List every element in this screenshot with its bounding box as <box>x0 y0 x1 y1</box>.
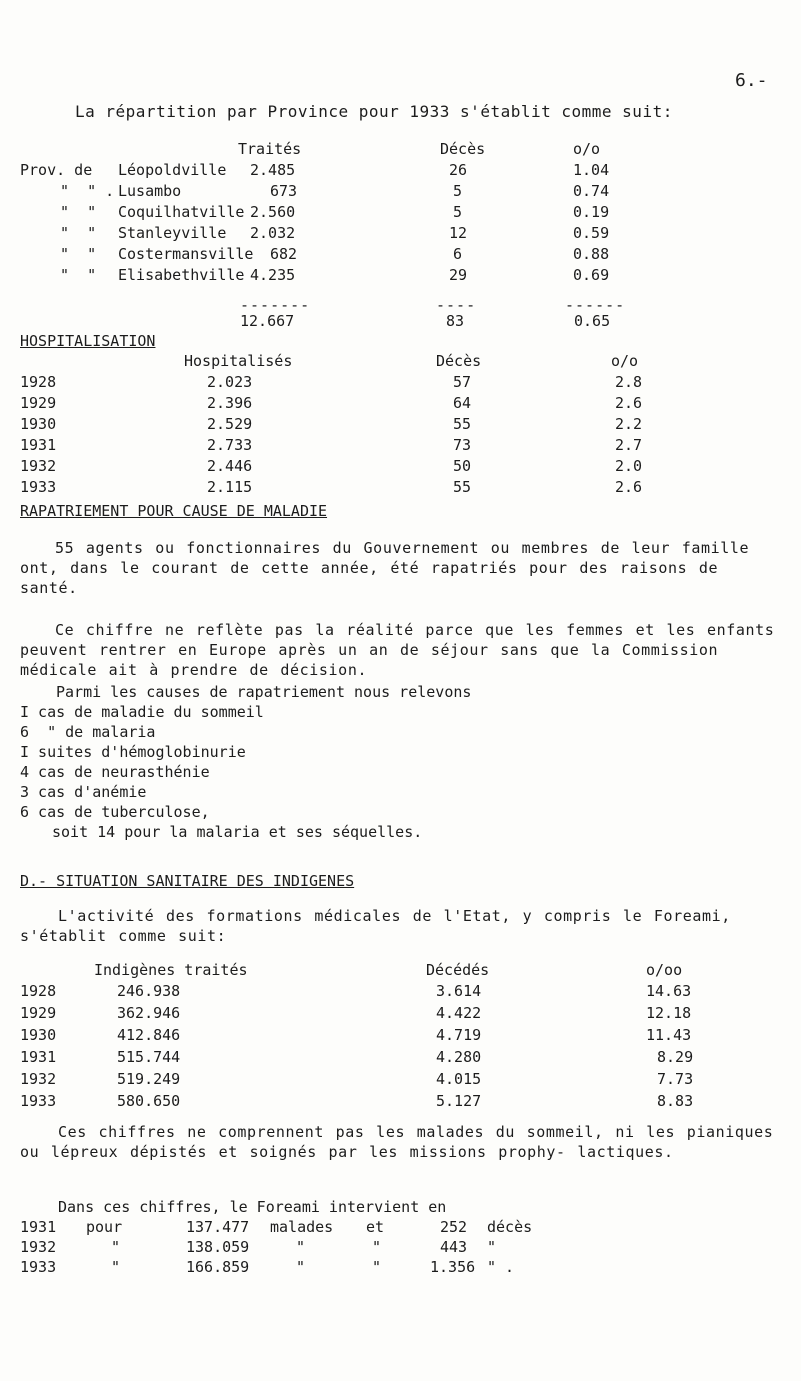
row-year: 1929 <box>20 394 57 412</box>
causes-intro: Parmi les causes de rapatriement nous relevons <box>56 683 472 701</box>
row-pct: 2.6 <box>615 394 643 412</box>
row-hosp: 2.023 <box>207 373 253 391</box>
page-number: 6.- <box>735 70 768 91</box>
total-treated: 12.667 <box>240 312 295 330</box>
row-patients: 138.059 <box>186 1238 250 1256</box>
row-deaths: 50 <box>453 457 472 475</box>
row-treated: 2.485 <box>250 161 296 179</box>
row-year: 1933 <box>20 478 57 496</box>
row-deaths: 5 <box>453 203 463 221</box>
row-pct: 2.0 <box>615 457 643 475</box>
row-deaths: 1.356 <box>430 1258 476 1276</box>
row-treated: 362.946 <box>117 1004 181 1022</box>
row-label: " <box>296 1238 306 1256</box>
row-deaths: 4.015 <box>436 1070 482 1088</box>
separator-treated: ------- <box>240 296 311 314</box>
list-item: 3 cas d'anémie <box>20 783 147 801</box>
row-patients: 166.859 <box>186 1258 250 1276</box>
row-conj: et <box>366 1218 385 1236</box>
row-hosp: 2.396 <box>207 394 253 412</box>
row-year: 1928 <box>20 982 57 1000</box>
separator-deaths: ---- <box>436 296 477 314</box>
row-pct: 11.43 <box>646 1026 692 1044</box>
row-deaths: 55 <box>453 415 472 433</box>
row-hosp: 2.446 <box>207 457 253 475</box>
row-treated: 673 <box>270 182 298 200</box>
row-deaths: 3.614 <box>436 982 482 1000</box>
row-province: Stanleyville <box>118 224 227 242</box>
row-deaths: 55 <box>453 478 472 496</box>
paragraph: Ce chiffre ne reflète pas la réalité parce que les femmes et les enfants peuvent rentrer en Europe après un an de séjour sans que la Commission médicale ait à prendre de décision. <box>20 621 775 679</box>
list-item: 6 " de malaria <box>20 723 156 741</box>
row-treated: 580.650 <box>117 1092 181 1110</box>
row-treated: 519.249 <box>117 1070 181 1088</box>
row-treated: 2.032 <box>250 224 296 242</box>
list-item: 6 cas de tuberculose, <box>20 803 210 821</box>
row-pct: 0.59 <box>573 224 610 242</box>
row-deaths: 5 <box>453 182 463 200</box>
row-year: 1933 <box>20 1258 57 1276</box>
col-header-treated: Indigènes traités <box>94 961 248 979</box>
row-conj: " <box>372 1238 382 1256</box>
row-pct: 14.63 <box>646 982 692 1000</box>
col-header-deaths: Décédés <box>426 961 490 979</box>
row-prefix: Prov. de <box>20 161 93 179</box>
row-word: " <box>111 1258 121 1276</box>
row-deaths: 12 <box>449 224 468 242</box>
row-hosp: 2.115 <box>207 478 253 496</box>
row-year: 1932 <box>20 1238 57 1256</box>
row-deaths-label: " . <box>487 1258 515 1276</box>
row-treated: 2.560 <box>250 203 296 221</box>
row-deaths-label: décès <box>487 1218 533 1236</box>
row-province: Elisabethville <box>118 266 245 284</box>
row-year: 1931 <box>20 1048 57 1066</box>
row-deaths: 4.280 <box>436 1048 482 1066</box>
section-title: D.- SITUATION SANITAIRE DES INDIGENES <box>20 872 355 890</box>
row-year: 1930 <box>20 415 57 433</box>
row-pct: 1.04 <box>573 161 610 179</box>
row-prefix: " " <box>60 224 97 242</box>
row-treated: 4.235 <box>250 266 296 284</box>
row-pct: 2.2 <box>615 415 643 433</box>
col-header-pct: o/o <box>611 352 639 370</box>
row-prefix: " " . <box>60 182 115 200</box>
row-pct: 7.73 <box>657 1070 694 1088</box>
row-pct: 8.29 <box>657 1048 694 1066</box>
col-header-pct: o/oo <box>646 961 683 979</box>
row-year: 1930 <box>20 1026 57 1044</box>
intro-line: La répartition par Province pour 1933 s'établit comme suit: <box>75 102 673 121</box>
row-pct: 2.7 <box>615 436 643 454</box>
row-word: pour <box>86 1218 123 1236</box>
row-deaths: 73 <box>453 436 472 454</box>
row-province: Coquilhatville <box>118 203 245 221</box>
row-deaths: 26 <box>449 161 468 179</box>
row-deaths: 64 <box>453 394 472 412</box>
row-label: " <box>296 1258 306 1276</box>
row-hosp: 2.733 <box>207 436 253 454</box>
foreami-intro: Dans ces chiffres, le Foreami intervient en <box>58 1198 447 1216</box>
row-conj: " <box>372 1258 382 1276</box>
total-pct: 0.65 <box>574 312 611 330</box>
row-label: malades <box>270 1218 334 1236</box>
row-deaths: 57 <box>453 373 472 391</box>
col-header-deaths: Décès <box>436 352 482 370</box>
row-prefix: " " <box>60 245 97 263</box>
row-deaths: 252 <box>440 1218 468 1236</box>
row-pct: 0.19 <box>573 203 610 221</box>
row-pct: 0.88 <box>573 245 610 263</box>
row-pct: 2.6 <box>615 478 643 496</box>
causes-tail: soit 14 pour la malaria et ses séquelles. <box>52 823 423 841</box>
row-deaths: 443 <box>440 1238 468 1256</box>
row-year: 1932 <box>20 1070 57 1088</box>
row-deaths: 29 <box>449 266 468 284</box>
row-pct: 2.8 <box>615 373 643 391</box>
section-title: HOSPITALISATION <box>20 332 156 350</box>
paragraph: 55 agents ou fonctionnaires du Gouvernement ou membres de leur famille ont, dans le courant de cette année, été rapatriés pour des raisons de santé. <box>20 539 750 597</box>
list-item: I suites d'hémoglobinurie <box>20 743 246 761</box>
paragraph: Ces chiffres ne comprennent pas les malades du sommeil, ni les pianiques ou lépreux dépistés et soignés par les missions prophy- lactiques. <box>20 1123 774 1161</box>
row-treated: 682 <box>270 245 298 263</box>
col-header-pct: o/o <box>573 140 601 158</box>
row-pct: 8.83 <box>657 1092 694 1110</box>
row-province: Costermansville <box>118 245 254 263</box>
row-year: 1929 <box>20 1004 57 1022</box>
col-header-deaths: Décès <box>440 140 486 158</box>
separator-pct: ------ <box>565 296 626 314</box>
row-province: Léopoldville <box>118 161 227 179</box>
row-year: 1928 <box>20 373 57 391</box>
row-word: " <box>111 1238 121 1256</box>
row-pct: 0.74 <box>573 182 610 200</box>
list-item: I cas de maladie du sommeil <box>20 703 264 721</box>
paragraph: L'activité des formations médicales de l'Etat, y compris le Foreami, s'établit comme suit: <box>20 907 731 945</box>
row-year: 1933 <box>20 1092 57 1110</box>
col-header-hosp: Hospitalisés <box>184 352 293 370</box>
row-province: Lusambo <box>118 182 182 200</box>
col-header-treated: Traités <box>238 140 302 158</box>
row-year: 1932 <box>20 457 57 475</box>
row-treated: 246.938 <box>117 982 181 1000</box>
row-deaths: 6 <box>453 245 463 263</box>
row-deaths: 5.127 <box>436 1092 482 1110</box>
row-hosp: 2.529 <box>207 415 253 433</box>
row-pct: 12.18 <box>646 1004 692 1022</box>
section-title: RAPATRIEMENT POUR CAUSE DE MALADIE <box>20 502 328 520</box>
row-deaths: 4.422 <box>436 1004 482 1022</box>
row-treated: 412.846 <box>117 1026 181 1044</box>
row-treated: 515.744 <box>117 1048 181 1066</box>
row-year: 1931 <box>20 1218 57 1236</box>
row-patients: 137.477 <box>186 1218 250 1236</box>
total-deaths: 83 <box>446 312 465 330</box>
row-prefix: " " <box>60 266 97 284</box>
row-deaths: 4.719 <box>436 1026 482 1044</box>
row-year: 1931 <box>20 436 57 454</box>
row-pct: 0.69 <box>573 266 610 284</box>
row-prefix: " " <box>60 203 97 221</box>
list-item: 4 cas de neurasthénie <box>20 763 210 781</box>
row-deaths-label: " <box>487 1238 497 1256</box>
